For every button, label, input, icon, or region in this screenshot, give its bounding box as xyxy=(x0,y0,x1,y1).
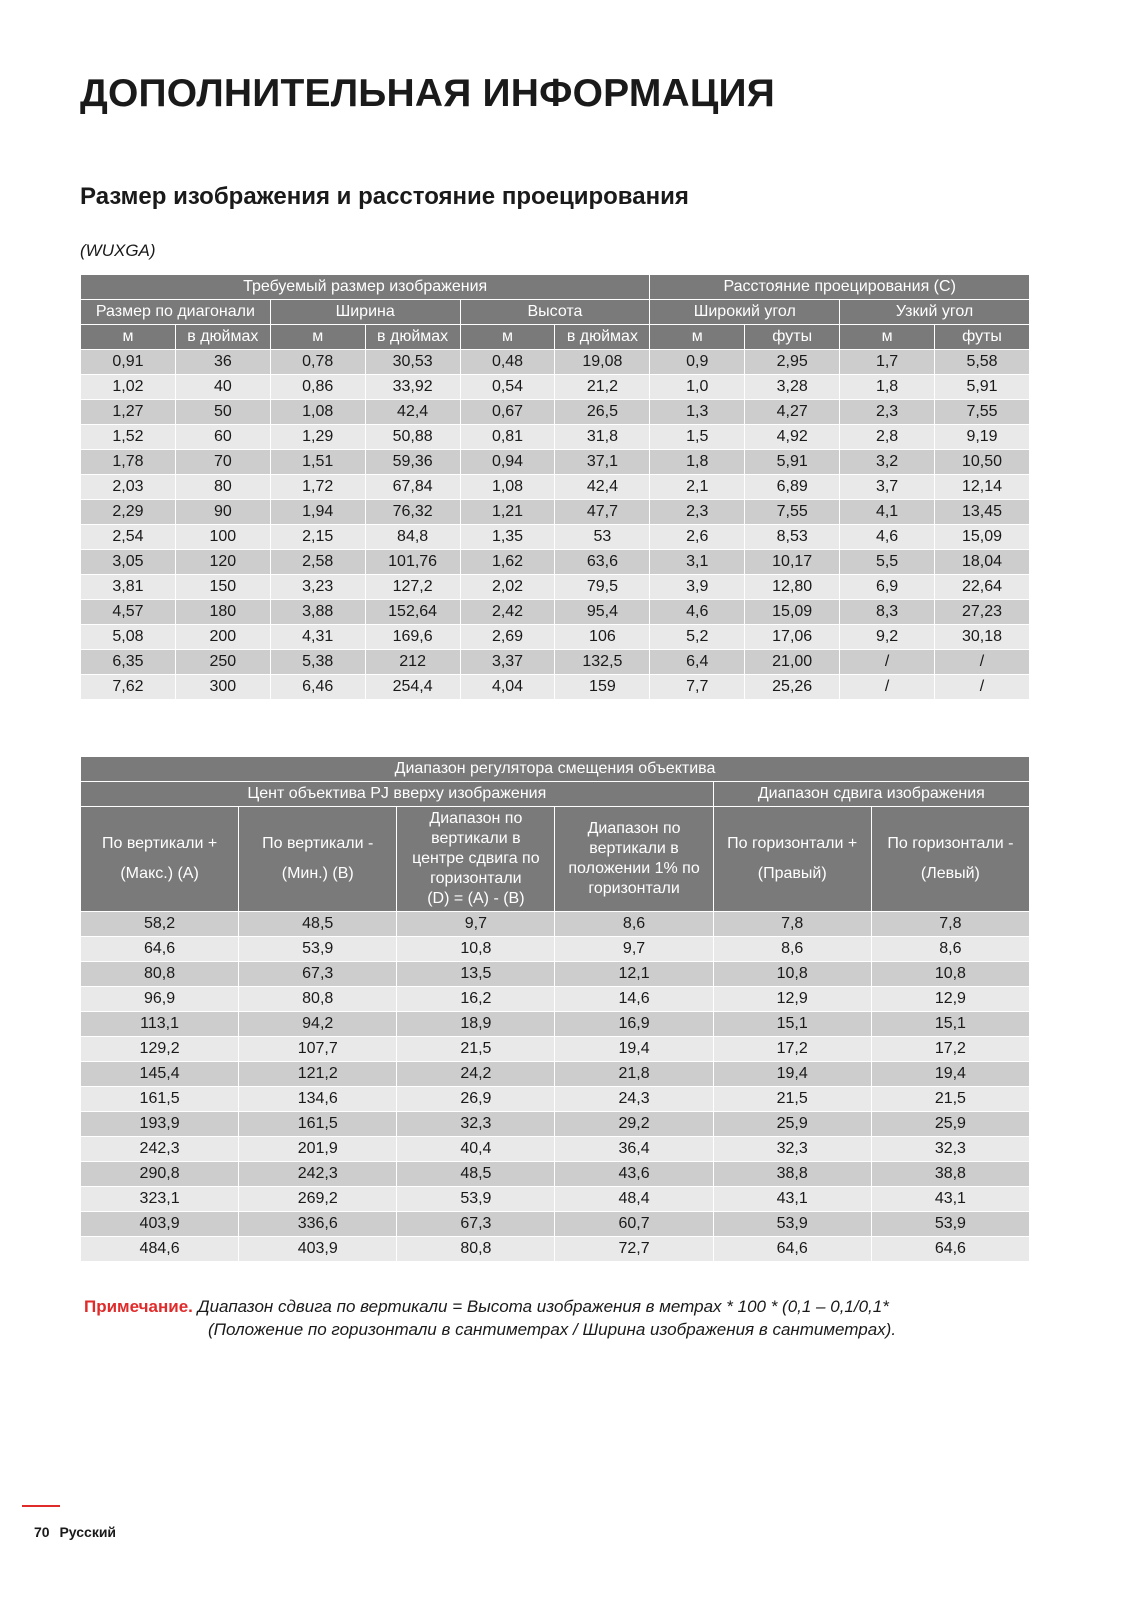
table-cell: 3,37 xyxy=(460,650,555,675)
table-row xyxy=(81,575,1030,600)
note-text-line1: Диапазон сдвига по вертикали = Высота изображения в метрах * 100 * (0,1 – 0,1/0,1* xyxy=(197,1297,889,1316)
table-cell: 1,35 xyxy=(460,525,555,550)
table-cell: 26,5 xyxy=(555,400,650,425)
table-cell: 13,45 xyxy=(935,500,1030,525)
table-cell: / xyxy=(840,675,935,700)
table-cell: 18,04 xyxy=(935,550,1030,575)
table-cell: 27,23 xyxy=(935,600,1030,625)
group-header-projection-distance: Расстояние проецирования (С) xyxy=(650,275,1030,300)
table-cell: 2,54 xyxy=(81,525,176,550)
table-row xyxy=(81,675,1030,700)
table-cell: 161,5 xyxy=(239,1112,397,1137)
table-row xyxy=(81,525,1030,550)
table-cell: 3,2 xyxy=(840,450,935,475)
table-cell: 7,55 xyxy=(935,400,1030,425)
table-cell: 3,88 xyxy=(270,600,365,625)
group-header-lens-center: Цент объектива PJ вверху изображения xyxy=(81,782,714,807)
table-row xyxy=(81,1012,1030,1037)
table-cell: 0,91 xyxy=(81,350,176,375)
table-cell: 40,4 xyxy=(397,1137,555,1162)
table-cell: 403,9 xyxy=(81,1212,239,1237)
table-cell: 64,6 xyxy=(871,1237,1029,1262)
table-cell: 101,76 xyxy=(365,550,460,575)
table-cell: 3,7 xyxy=(840,475,935,500)
image-size-table xyxy=(80,274,1030,700)
table-cell: 0,81 xyxy=(460,425,555,450)
table-cell: 0,9 xyxy=(650,350,745,375)
table-cell: 129,2 xyxy=(81,1037,239,1062)
table-cell: 127,2 xyxy=(365,575,460,600)
table-cell: 5,08 xyxy=(81,625,176,650)
table-cell: 2,3 xyxy=(840,400,935,425)
table-cell: 15,1 xyxy=(713,1012,871,1037)
table-cell: 269,2 xyxy=(239,1187,397,1212)
table-cell: 59,36 xyxy=(365,450,460,475)
table-cell: 134,6 xyxy=(239,1087,397,1112)
table-cell: 38,8 xyxy=(713,1162,871,1187)
footer-accent-line xyxy=(22,1505,60,1507)
table-cell: 25,9 xyxy=(713,1112,871,1137)
table-cell: 33,92 xyxy=(365,375,460,400)
table-cell: 21,00 xyxy=(745,650,840,675)
table-cell: 0,78 xyxy=(270,350,365,375)
unit-header: футы xyxy=(935,325,1030,350)
table-cell: 64,6 xyxy=(81,937,239,962)
table-cell: 2,58 xyxy=(270,550,365,575)
table-row xyxy=(81,375,1030,400)
table-cell: 2,3 xyxy=(650,500,745,525)
table-cell: 290,8 xyxy=(81,1162,239,1187)
table-cell: 2,02 xyxy=(460,575,555,600)
section-title: Размер изображения и расстояние проецирования xyxy=(80,183,689,210)
table-cell: 60,7 xyxy=(555,1212,713,1237)
col-header-vertical-range-1pct: Диапазон по вертикали в положении 1% по горизонтали xyxy=(555,807,713,912)
table-cell: 21,5 xyxy=(713,1087,871,1112)
table-cell: 1,94 xyxy=(270,500,365,525)
table-cell: 50 xyxy=(175,400,270,425)
table-cell: 4,27 xyxy=(745,400,840,425)
table-cell: 21,5 xyxy=(871,1087,1029,1112)
table-cell: 10,8 xyxy=(713,962,871,987)
table-row xyxy=(81,1037,1030,1062)
table-cell: 0,94 xyxy=(460,450,555,475)
col-header-vertical-minus: По вертикали - (Мин.) (B) xyxy=(239,807,397,912)
sub-header-height: Высота xyxy=(460,300,650,325)
shift-table-title: Диапазон регулятора смещения объектива xyxy=(81,757,1030,782)
table-row xyxy=(81,987,1030,1012)
table-cell: 323,1 xyxy=(81,1187,239,1212)
table-cell: 5,38 xyxy=(270,650,365,675)
table-cell: 18,9 xyxy=(397,1012,555,1037)
unit-header: футы xyxy=(745,325,840,350)
table-cell: 13,5 xyxy=(397,962,555,987)
table-cell: 38,8 xyxy=(871,1162,1029,1187)
sub-header-wide: Широкий угол xyxy=(650,300,840,325)
table-cell: 4,1 xyxy=(840,500,935,525)
table-cell: 6,89 xyxy=(745,475,840,500)
table-cell: 4,6 xyxy=(650,600,745,625)
table-cell: / xyxy=(840,650,935,675)
table-cell: 21,5 xyxy=(397,1037,555,1062)
table-cell: 5,91 xyxy=(745,450,840,475)
table-cell: 32,3 xyxy=(713,1137,871,1162)
table-cell: 2,69 xyxy=(460,625,555,650)
table-row xyxy=(81,1187,1030,1212)
table-cell: 12,9 xyxy=(871,987,1029,1012)
table-cell: 4,6 xyxy=(840,525,935,550)
table-cell: 9,2 xyxy=(840,625,935,650)
table-cell: 7,55 xyxy=(745,500,840,525)
table-cell: 0,67 xyxy=(460,400,555,425)
table-cell: 254,4 xyxy=(365,675,460,700)
table-cell: 6,46 xyxy=(270,675,365,700)
table-cell: 48,5 xyxy=(397,1162,555,1187)
table-cell: 80,8 xyxy=(397,1237,555,1262)
table-cell: 4,04 xyxy=(460,675,555,700)
col-header-horizontal-plus: По горизонтали + (Правый) xyxy=(713,807,871,912)
table-cell: 16,9 xyxy=(555,1012,713,1037)
table-cell: 90 xyxy=(175,500,270,525)
table-cell: 484,6 xyxy=(81,1237,239,1262)
table-row xyxy=(81,475,1030,500)
table-cell: 10,50 xyxy=(935,450,1030,475)
table-cell: 403,9 xyxy=(239,1237,397,1262)
table-cell: 67,84 xyxy=(365,475,460,500)
table-cell: 4,31 xyxy=(270,625,365,650)
table-cell: 1,8 xyxy=(840,375,935,400)
table-cell: 242,3 xyxy=(81,1137,239,1162)
table-cell: 43,1 xyxy=(871,1187,1029,1212)
table-row xyxy=(81,550,1030,575)
table-cell: 67,3 xyxy=(239,962,397,987)
table-cell: 70 xyxy=(175,450,270,475)
table-cell: 72,7 xyxy=(555,1237,713,1262)
table-cell: 2,6 xyxy=(650,525,745,550)
table-row xyxy=(81,962,1030,987)
table-row xyxy=(81,912,1030,937)
table-row xyxy=(81,937,1030,962)
table-cell: 32,3 xyxy=(397,1112,555,1137)
table-cell: 42,4 xyxy=(555,475,650,500)
table-cell: 3,81 xyxy=(81,575,176,600)
table-cell: 3,05 xyxy=(81,550,176,575)
table-cell: 5,5 xyxy=(840,550,935,575)
table-cell: 193,9 xyxy=(81,1112,239,1137)
table-cell: 132,5 xyxy=(555,650,650,675)
table-cell: 24,2 xyxy=(397,1062,555,1087)
table-row xyxy=(81,1112,1030,1137)
table-cell: 107,7 xyxy=(239,1037,397,1062)
table-cell: 5,91 xyxy=(935,375,1030,400)
lens-shift-table xyxy=(80,756,1030,1262)
table-cell: 15,09 xyxy=(935,525,1030,550)
table-cell: 80,8 xyxy=(81,962,239,987)
table-cell: 48,5 xyxy=(239,912,397,937)
table-cell: 6,9 xyxy=(840,575,935,600)
table-cell: 15,1 xyxy=(871,1012,1029,1037)
table-cell: 2,03 xyxy=(81,475,176,500)
table-cell: 6,4 xyxy=(650,650,745,675)
table-row xyxy=(81,1137,1030,1162)
table-row xyxy=(81,1162,1030,1187)
unit-header: м xyxy=(840,325,935,350)
table-cell: 1,8 xyxy=(650,450,745,475)
table-cell: 8,6 xyxy=(555,912,713,937)
table-cell: 2,29 xyxy=(81,500,176,525)
table-cell: 250 xyxy=(175,650,270,675)
table-cell: 94,2 xyxy=(239,1012,397,1037)
table-cell: 80,8 xyxy=(239,987,397,1012)
table-row xyxy=(81,600,1030,625)
table-cell: 63,6 xyxy=(555,550,650,575)
table-cell: 60 xyxy=(175,425,270,450)
table-cell: 19,4 xyxy=(713,1062,871,1087)
table-cell: 10,17 xyxy=(745,550,840,575)
page-number: 70 xyxy=(34,1524,50,1540)
table-row xyxy=(81,650,1030,675)
table-cell: 31,8 xyxy=(555,425,650,450)
table-cell: 21,8 xyxy=(555,1062,713,1087)
table-row xyxy=(81,1212,1030,1237)
table-cell: 1,29 xyxy=(270,425,365,450)
table-cell: 58,2 xyxy=(81,912,239,937)
table-cell: 2,1 xyxy=(650,475,745,500)
sub-header-diagonal: Размер по диагонали xyxy=(81,300,271,325)
table-cell: 4,57 xyxy=(81,600,176,625)
table-cell: 21,2 xyxy=(555,375,650,400)
table-cell: 5,2 xyxy=(650,625,745,650)
table-cell: 8,6 xyxy=(713,937,871,962)
note-text-line2: (Положение по горизонтали в сантиметрах / Ширина изображения в сантиметрах). xyxy=(208,1320,897,1339)
table-cell: 17,2 xyxy=(713,1037,871,1062)
table-cell: 7,8 xyxy=(871,912,1029,937)
table-cell: 67,3 xyxy=(397,1212,555,1237)
table-cell: 1,08 xyxy=(460,475,555,500)
table-cell: 3,23 xyxy=(270,575,365,600)
table-row xyxy=(81,1237,1030,1262)
table-cell: 7,8 xyxy=(713,912,871,937)
page-footer xyxy=(34,1524,122,1540)
table-row xyxy=(81,425,1030,450)
table-cell: 53 xyxy=(555,525,650,550)
unit-header: в дюймах xyxy=(555,325,650,350)
table-cell: 53,9 xyxy=(713,1212,871,1237)
table-cell: 64,6 xyxy=(713,1237,871,1262)
table-cell: 180 xyxy=(175,600,270,625)
group-header-shift-range: Диапазон сдвига изображения xyxy=(713,782,1029,807)
table-cell: 100 xyxy=(175,525,270,550)
table-cell: 150 xyxy=(175,575,270,600)
table-cell: 8,6 xyxy=(871,937,1029,962)
table-cell: 1,7 xyxy=(840,350,935,375)
table-cell: 1,08 xyxy=(270,400,365,425)
table-cell: 1,72 xyxy=(270,475,365,500)
table-cell: 36,4 xyxy=(555,1137,713,1162)
table-cell: 0,48 xyxy=(460,350,555,375)
table-cell: 1,52 xyxy=(81,425,176,450)
table-cell: 9,7 xyxy=(397,912,555,937)
table-cell: 6,35 xyxy=(81,650,176,675)
table-cell: 113,1 xyxy=(81,1012,239,1037)
table-cell: 1,5 xyxy=(650,425,745,450)
unit-header: в дюймах xyxy=(175,325,270,350)
unit-header: м xyxy=(460,325,555,350)
table-cell: 17,2 xyxy=(871,1037,1029,1062)
table-cell: 36 xyxy=(175,350,270,375)
table-cell: 120 xyxy=(175,550,270,575)
table-row xyxy=(81,400,1030,425)
table-cell: 145,4 xyxy=(81,1062,239,1087)
table-cell: 1,21 xyxy=(460,500,555,525)
table-cell: 3,1 xyxy=(650,550,745,575)
model-label: (WUXGA) xyxy=(80,241,156,260)
table-row xyxy=(81,350,1030,375)
table-cell: 50,88 xyxy=(365,425,460,450)
page-heading: ДОПОЛНИТЕЛЬНАЯ ИНФОРМАЦИЯ xyxy=(80,72,776,115)
table-cell: 2,42 xyxy=(460,600,555,625)
table-cell: 30,18 xyxy=(935,625,1030,650)
col-header-horizontal-minus: По горизонтали - (Левый) xyxy=(871,807,1029,912)
table-cell: 121,2 xyxy=(239,1062,397,1087)
group-header-required-size: Требуемый размер изображения xyxy=(81,275,650,300)
table-cell: 79,5 xyxy=(555,575,650,600)
table-cell: 43,1 xyxy=(713,1187,871,1212)
table-cell: 76,32 xyxy=(365,500,460,525)
table-cell: 9,7 xyxy=(555,937,713,962)
table-cell: 95,4 xyxy=(555,600,650,625)
table-cell: 152,64 xyxy=(365,600,460,625)
table-cell: 19,08 xyxy=(555,350,650,375)
table-cell: 1,3 xyxy=(650,400,745,425)
unit-header: м xyxy=(270,325,365,350)
note xyxy=(84,1295,889,1318)
table-cell: 161,5 xyxy=(81,1087,239,1112)
table-cell: 53,9 xyxy=(871,1212,1029,1237)
table-cell: 32,3 xyxy=(871,1137,1029,1162)
unit-header: м xyxy=(81,325,176,350)
table-cell: 25,9 xyxy=(871,1112,1029,1137)
table-cell: 242,3 xyxy=(239,1162,397,1187)
table-cell: 1,62 xyxy=(460,550,555,575)
table-cell: 22,64 xyxy=(935,575,1030,600)
table-cell: 37,1 xyxy=(555,450,650,475)
table-row xyxy=(81,500,1030,525)
table-cell: 7,7 xyxy=(650,675,745,700)
table-cell: 8,3 xyxy=(840,600,935,625)
table-cell: 24,3 xyxy=(555,1087,713,1112)
table-cell: 1,51 xyxy=(270,450,365,475)
table-cell: / xyxy=(935,675,1030,700)
table-row xyxy=(81,1062,1030,1087)
table-cell: 200 xyxy=(175,625,270,650)
table-cell: 1,02 xyxy=(81,375,176,400)
table-cell: 96,9 xyxy=(81,987,239,1012)
footer-language: Русский xyxy=(59,1524,117,1540)
note-label: Примечание. xyxy=(84,1297,193,1316)
table-cell: 3,9 xyxy=(650,575,745,600)
table-cell: 169,6 xyxy=(365,625,460,650)
unit-header: м xyxy=(650,325,745,350)
table-cell: 5,58 xyxy=(935,350,1030,375)
table-cell: 43,6 xyxy=(555,1162,713,1187)
table-cell: 84,8 xyxy=(365,525,460,550)
table-cell: 12,9 xyxy=(713,987,871,1012)
table-cell: 9,19 xyxy=(935,425,1030,450)
table-cell: 48,4 xyxy=(555,1187,713,1212)
table-cell: 212 xyxy=(365,650,460,675)
table-cell: 14,6 xyxy=(555,987,713,1012)
table-cell: 1,78 xyxy=(81,450,176,475)
table-cell: 4,92 xyxy=(745,425,840,450)
table-cell: 1,0 xyxy=(650,375,745,400)
table-cell: 53,9 xyxy=(239,937,397,962)
table-cell: 159 xyxy=(555,675,650,700)
table-cell: 10,8 xyxy=(871,962,1029,987)
table-cell: 15,09 xyxy=(745,600,840,625)
col-header-vertical-plus: По вертикали + (Макс.) (A) xyxy=(81,807,239,912)
table-cell: 10,8 xyxy=(397,937,555,962)
table-cell: 30,53 xyxy=(365,350,460,375)
table-cell: 7,62 xyxy=(81,675,176,700)
table-cell: 12,14 xyxy=(935,475,1030,500)
table-cell: 25,26 xyxy=(745,675,840,700)
table-cell: 29,2 xyxy=(555,1112,713,1137)
table-cell: 201,9 xyxy=(239,1137,397,1162)
table-cell: 42,4 xyxy=(365,400,460,425)
table-cell: 3,28 xyxy=(745,375,840,400)
table-cell: 2,8 xyxy=(840,425,935,450)
table-cell: 12,1 xyxy=(555,962,713,987)
table-cell: 2,95 xyxy=(745,350,840,375)
table-cell: 19,4 xyxy=(871,1062,1029,1087)
table-row xyxy=(81,1087,1030,1112)
table-cell: 8,53 xyxy=(745,525,840,550)
table-cell: 106 xyxy=(555,625,650,650)
col-header-vertical-range-center: Диапазон по вертикали в центре сдвига по горизонтали (D) = (A) - (B) xyxy=(397,807,555,912)
table-cell: 17,06 xyxy=(745,625,840,650)
table-cell: 80 xyxy=(175,475,270,500)
sub-header-width: Ширина xyxy=(270,300,460,325)
table-row xyxy=(81,625,1030,650)
table-cell: 300 xyxy=(175,675,270,700)
table-cell: 0,86 xyxy=(270,375,365,400)
table-cell: 2,15 xyxy=(270,525,365,550)
table-cell: 19,4 xyxy=(555,1037,713,1062)
table-cell: 26,9 xyxy=(397,1087,555,1112)
table-cell: 16,2 xyxy=(397,987,555,1012)
table-cell: / xyxy=(935,650,1030,675)
table-cell: 1,27 xyxy=(81,400,176,425)
table-cell: 47,7 xyxy=(555,500,650,525)
sub-header-tele: Узкий угол xyxy=(840,300,1030,325)
table-cell: 0,54 xyxy=(460,375,555,400)
table-cell: 12,80 xyxy=(745,575,840,600)
unit-header: в дюймах xyxy=(365,325,460,350)
table-cell: 336,6 xyxy=(239,1212,397,1237)
table-cell: 40 xyxy=(175,375,270,400)
table-cell: 53,9 xyxy=(397,1187,555,1212)
table-row xyxy=(81,450,1030,475)
